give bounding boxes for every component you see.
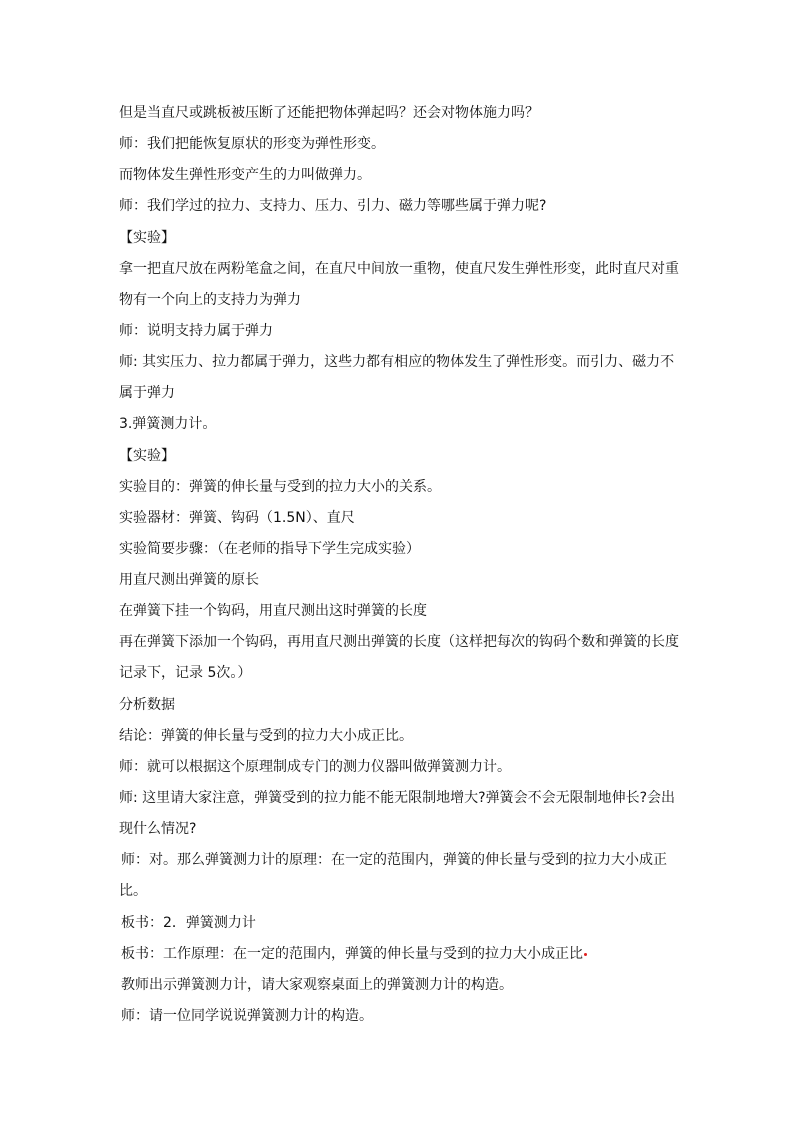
- paragraph-line: 师：我们学过的拉力、支持力、压力、引力、磁力等哪些属于弹力呢?: [119, 198, 547, 214]
- paragraph-line: 用直尺测出弹簧的原长: [119, 572, 259, 588]
- paragraph-line: 师：说明支持力属于弹力: [119, 323, 273, 339]
- section-heading: 【实验】: [119, 230, 175, 246]
- paragraph-line: 记录下，记录 5次。）: [119, 665, 252, 681]
- paragraph-line: [121, 944, 587, 964]
- paragraph-line: 拿一把直尺放在两粉笔盒之间，在直尺中间放一重物，使直尺发生弹性形变，此时直尺对重: [119, 261, 679, 277]
- red-dot-icon: [584, 953, 587, 956]
- paragraph-line: 但是当直尺或跳板被压断了还能把物体弹起吗？还会对物体施力吗？: [119, 105, 539, 121]
- paragraph-line: 实验目的：弹簧的伸长量与受到的拉力大小的关系。: [119, 479, 441, 495]
- paragraph-line: 师：就可以根据这个原理制成专门的测力仪器叫做弹簧测力计。: [119, 759, 511, 775]
- paragraph-line: 师：请一位同学说说弹簧测力计的构造。: [121, 1008, 373, 1024]
- paragraph-line: 比。: [119, 883, 147, 899]
- numbered-heading: 3.弹簧测力计。: [119, 416, 217, 432]
- paragraph-text: 板书：工作原理：在一定的范围内，弹簧的伸长量与受到的拉力大小成正比: [121, 946, 583, 962]
- paragraph-line: 再在弹簧下添加一个钩码，再用直尺测出弹簧的长度（这样把每次的钩码个数和弹簧的长度: [119, 634, 679, 650]
- paragraph-line: 实验器材：弹簧、钩码（1.5N）、直尺: [119, 510, 355, 526]
- paragraph-line: 师：对。那么弹簧测力计的原理：在一定的范围内，弹簧的伸长量与受到的拉力大小成正: [121, 852, 667, 868]
- paragraph-line: 实验简要步骤：（在老师的指导下学生完成实验）: [119, 541, 420, 557]
- paragraph-line: 物有一个向上的支持力为弹力: [119, 292, 301, 308]
- paragraph-line: 板书：2．弹簧测力计: [121, 915, 256, 931]
- paragraph-line: 而物体发生弹性形变产生的力叫做弹力。: [119, 167, 371, 183]
- paragraph-line: 师：我们把能恢复原状的形变为弹性形变。: [119, 136, 385, 152]
- paragraph-line: 属于弹力: [119, 385, 175, 401]
- paragraph-line: 现什么情况?: [119, 821, 197, 837]
- paragraph-line: 师: 这里请大家注意，弹簧受到的拉力能不能无限制地增大?弹簧会不会无限制地伸长?会出: [119, 790, 676, 806]
- section-heading: 【实验】: [119, 448, 175, 464]
- paragraph-line: 教师出示弹簧测力计，请大家观察桌面上的弹簧测力计的构造。: [121, 977, 513, 993]
- paragraph-line: 分析数据: [119, 697, 175, 713]
- paragraph-line: 师: 其实压力、拉力都属于弹力，这些力都有相应的物体发生了弹性形变。而引力、磁力不: [119, 354, 675, 370]
- paragraph-line: 在弹簧下挂一个钩码，用直尺测出这时弹簧的长度: [119, 603, 427, 619]
- paragraph-line: 结论：弹簧的伸长量与受到的拉力大小成正比。: [119, 728, 413, 744]
